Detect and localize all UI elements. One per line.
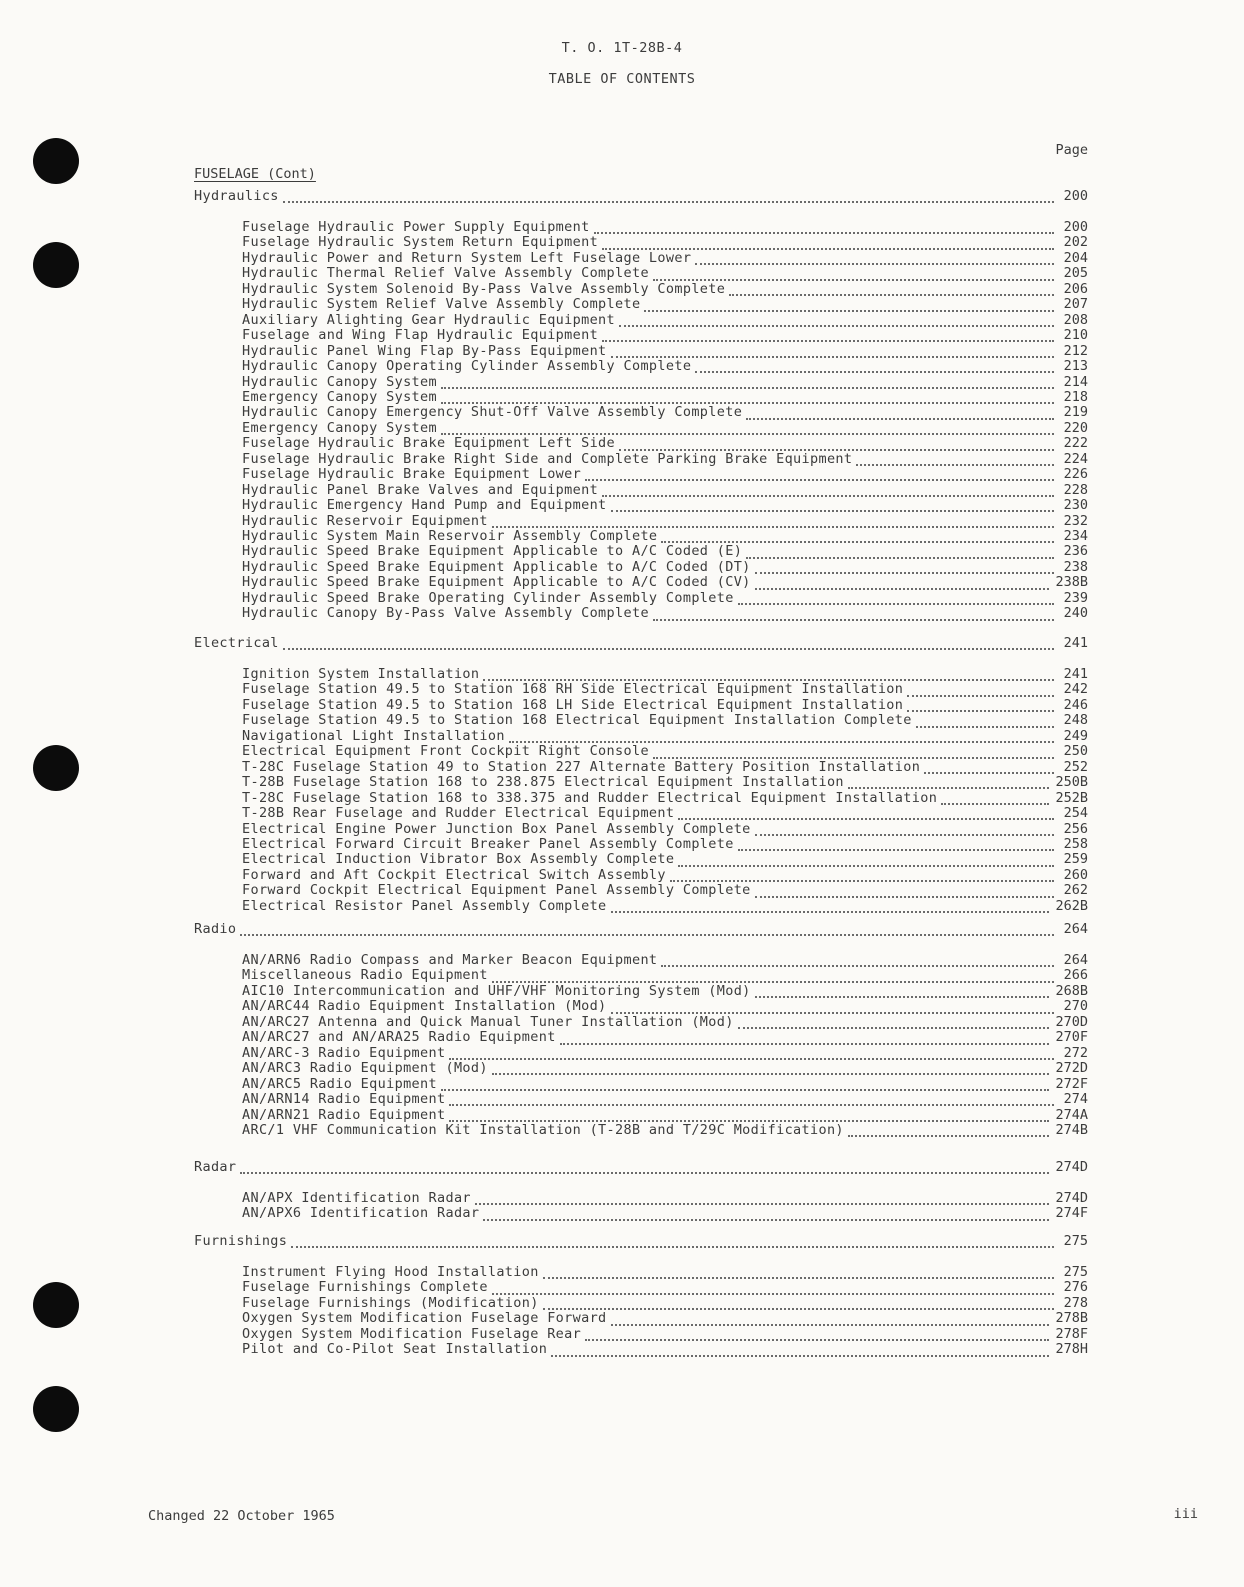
dot-leader — [551, 1344, 1049, 1357]
dot-leader — [755, 885, 1054, 898]
toc-entry-text: T-28B Rear Fuselage and Rudder Electrical Equipment — [242, 805, 675, 822]
dot-leader — [449, 1093, 1054, 1106]
toc-entry-page: 205 — [1063, 265, 1088, 282]
dot-leader — [602, 329, 1054, 342]
section-heading-text: Furnishings — [194, 1233, 288, 1249]
dot-leader — [941, 792, 1049, 805]
part-heading: FUSELAGE (Cont) — [194, 166, 316, 182]
dot-leader — [441, 391, 1054, 404]
toc-entry-text: Hydraulic Speed Brake Equipment Applicable to A/C Coded (DT) — [242, 558, 751, 575]
toc-entry — [242, 514, 1088, 530]
dot-leader — [653, 608, 1054, 621]
section-heading — [194, 1160, 1088, 1176]
toc-entry-text: AN/ARN6 Radio Compass and Marker Beacon Equipment — [242, 952, 658, 968]
toc-entry — [242, 1046, 1088, 1062]
toc-entry — [242, 822, 1088, 838]
toc-entry — [242, 591, 1088, 607]
dot-leader — [602, 484, 1054, 497]
toc-entry — [242, 852, 1088, 868]
section-heading-page: 275 — [1063, 1233, 1088, 1249]
toc-entry — [242, 359, 1088, 375]
toc-entry-page: 248 — [1063, 712, 1088, 729]
dot-leader — [483, 668, 1054, 681]
change-date: Changed 22 October 1965 — [148, 1508, 335, 1524]
toc-entry — [242, 667, 1088, 683]
toc-entry — [242, 544, 1088, 560]
dot-leader — [475, 1192, 1050, 1205]
dot-leader — [670, 869, 1054, 882]
section-heading-page: 264 — [1063, 921, 1088, 937]
page-title: TABLE OF CONTENTS — [548, 71, 696, 87]
toc-entry — [242, 1280, 1088, 1296]
toc-entry-page: 272F — [1055, 1075, 1088, 1092]
toc-entry-text: AIC10 Intercommunication and UHF/VHF Monitoring System (Mod) — [242, 982, 751, 999]
dot-leader — [695, 252, 1054, 265]
toc-entry-page: 232 — [1063, 512, 1088, 529]
toc-entry — [242, 698, 1088, 714]
dot-leader — [441, 376, 1054, 389]
toc-entry-text: T-28B Fuselage Station 168 to 238.875 Electrical Equipment Installation — [242, 774, 844, 791]
dot-leader — [738, 592, 1054, 605]
dot-leader — [509, 730, 1054, 743]
dot-leader — [653, 268, 1054, 281]
dot-leader — [492, 970, 1054, 983]
toc-entry — [242, 220, 1088, 236]
toc-entry-text: AN/ARN21 Radio Equipment — [242, 1106, 446, 1123]
toc-entry-text: AN/ARC-3 Radio Equipment — [242, 1044, 446, 1061]
toc-entry-page: 262 — [1063, 882, 1088, 899]
toc-entry-page: 270D — [1055, 1013, 1088, 1030]
toc-entry-text: Fuselage Hydraulic Brake Equipment Lower — [242, 466, 582, 483]
section-heading-page: 241 — [1063, 635, 1088, 651]
toc-entry-page: 210 — [1063, 327, 1088, 344]
toc-entry — [242, 1327, 1088, 1343]
dot-leader — [678, 807, 1054, 820]
toc-entry — [242, 791, 1088, 807]
dot-leader — [483, 1208, 1049, 1221]
toc-entry-text: Hydraulic Canopy By-Pass Valve Assembly Complete — [242, 605, 649, 622]
dot-leader — [449, 1109, 1049, 1122]
dot-leader — [738, 838, 1054, 851]
toc-entry — [242, 282, 1088, 298]
toc-entry-page: 214 — [1063, 373, 1088, 390]
toc-entry-text: Oxygen System Modification Fuselage Rear — [242, 1325, 582, 1342]
toc-entry — [242, 483, 1088, 499]
toc-entry-page: 274B — [1055, 1121, 1088, 1138]
toc-entry-text: Auxiliary Alighting Gear Hydraulic Equipment — [242, 311, 616, 328]
toc-entry — [242, 235, 1088, 251]
toc-entry-text: Fuselage Hydraulic Brake Equipment Left Side — [242, 435, 616, 452]
toc-entry-text: Emergency Canopy System — [242, 388, 437, 405]
punch-hole — [33, 745, 79, 791]
section-heading — [194, 922, 1088, 938]
toc-entry — [242, 1206, 1088, 1222]
dot-leader — [746, 546, 1054, 559]
dot-leader — [907, 684, 1054, 697]
toc-entry-page: 274D — [1055, 1190, 1088, 1206]
toc-entry — [242, 1265, 1088, 1281]
toc-entry-text: Fuselage Station 49.5 to Station 168 RH Side Electrical Equipment Installation — [242, 681, 904, 698]
toc-entry — [242, 1311, 1088, 1327]
section-heading-text: Radar — [194, 1159, 237, 1175]
dot-leader — [611, 900, 1050, 913]
toc-entry-page: 276 — [1063, 1279, 1088, 1296]
toc-entry — [242, 498, 1088, 514]
toc-entry-page: 238B — [1055, 574, 1088, 591]
dot-leader — [746, 407, 1054, 420]
dot-leader — [755, 561, 1054, 574]
dot-leader — [441, 422, 1054, 435]
toc-entry-text: AN/APX6 Identification Radar — [242, 1205, 480, 1222]
page-number: iii — [1173, 1506, 1198, 1522]
toc-entry-text: Hydraulic Canopy Operating Cylinder Assembly Complete — [242, 358, 692, 375]
toc-entry — [242, 1092, 1088, 1108]
dot-leader — [585, 1328, 1049, 1341]
toc-entry-page: 204 — [1063, 249, 1088, 266]
toc-entry — [242, 999, 1088, 1015]
toc-entry — [242, 682, 1088, 698]
dot-leader — [644, 299, 1054, 312]
toc-entry-text: Fuselage Furnishings (Modification) — [242, 1294, 539, 1311]
dot-leader — [848, 1124, 1050, 1137]
toc-entry-page: 200 — [1063, 219, 1088, 235]
toc-entry-page: 270 — [1063, 998, 1088, 1015]
toc-entry-text: ARC/1 VHF Communication Kit Installation (T-28B and T/29C Modification) — [242, 1121, 844, 1138]
toc-entry-page: 256 — [1063, 820, 1088, 837]
toc-entry-page: 274 — [1063, 1091, 1088, 1108]
toc-entry-page: 236 — [1063, 543, 1088, 560]
toc-entry — [242, 713, 1088, 729]
toc-entry-page: 239 — [1063, 589, 1088, 606]
toc-entry — [242, 744, 1088, 760]
toc-entry — [242, 1342, 1088, 1358]
toc-entry — [242, 560, 1088, 576]
dot-leader — [653, 746, 1054, 759]
toc-entry-text: AN/ARC27 and AN/ARA25 Radio Equipment — [242, 1029, 556, 1046]
toc-entry — [242, 984, 1088, 1000]
toc-entry-text: Navigational Light Installation — [242, 727, 505, 744]
toc-entry-text: AN/ARC44 Radio Equipment Installation (Mod) — [242, 998, 607, 1015]
toc-entry — [242, 375, 1088, 391]
toc-entry — [242, 1108, 1088, 1124]
toc-entry-text: Hydraulic Speed Brake Equipment Applicable to A/C Coded (E) — [242, 543, 743, 560]
toc-entry-page: 278F — [1055, 1325, 1088, 1342]
section-heading-page: 274D — [1055, 1159, 1088, 1175]
dot-leader — [661, 530, 1054, 543]
dot-leader — [283, 637, 1054, 650]
toc-entry-page: 268B — [1055, 982, 1088, 999]
toc-entry-page: 219 — [1063, 404, 1088, 421]
dot-leader — [543, 1297, 1054, 1310]
toc-entry — [242, 899, 1088, 915]
section-heading-text: Radio — [194, 921, 237, 937]
dot-leader — [619, 314, 1054, 327]
toc-entry-text: Hydraulic Canopy System — [242, 373, 437, 390]
toc-entry-text: Miscellaneous Radio Equipment — [242, 967, 488, 984]
toc-entry-text: Hydraulic System Relief Valve Assembly Complete — [242, 296, 641, 313]
toc-entry-page: 249 — [1063, 727, 1088, 744]
toc-entry-page: 241 — [1063, 666, 1088, 682]
dot-leader — [678, 854, 1054, 867]
toc-entry-page: 272 — [1063, 1044, 1088, 1061]
toc-entry-page: 224 — [1063, 450, 1088, 467]
dot-leader — [907, 699, 1054, 712]
dot-leader — [611, 499, 1054, 512]
dot-leader — [611, 345, 1054, 358]
toc-entry-text: Electrical Engine Power Junction Box Panel Assembly Complete — [242, 820, 751, 837]
toc-entry-page: 262B — [1055, 897, 1088, 914]
toc-entry — [242, 1296, 1088, 1312]
toc-entry — [242, 953, 1088, 969]
toc-entry — [242, 868, 1088, 884]
toc-entry — [242, 467, 1088, 483]
toc-entry-page: 226 — [1063, 466, 1088, 483]
dot-leader — [916, 715, 1054, 728]
toc-entry — [242, 775, 1088, 791]
toc-entry-page: 208 — [1063, 311, 1088, 328]
toc-entry-page: 222 — [1063, 435, 1088, 452]
toc-entry-page: 258 — [1063, 835, 1088, 852]
section-heading — [194, 189, 1088, 205]
toc-entry-page: 270F — [1055, 1029, 1088, 1046]
toc-entry — [242, 883, 1088, 899]
toc-entry-text: Electrical Equipment Front Cockpit Right Console — [242, 743, 649, 760]
dot-leader — [543, 1266, 1054, 1279]
toc-entry-page: 266 — [1063, 967, 1088, 984]
toc-entry — [242, 266, 1088, 282]
toc-entry — [242, 968, 1088, 984]
toc-entry — [242, 806, 1088, 822]
dot-leader — [611, 1001, 1054, 1014]
toc-entry-text: T-28C Fuselage Station 168 to 338.375 and Rudder Electrical Equipment Installation — [242, 789, 938, 806]
toc-entry — [242, 606, 1088, 622]
toc-entry-page: 220 — [1063, 419, 1088, 436]
toc-entry-text: Electrical Forward Circuit Breaker Panel Assembly Complete — [242, 835, 734, 852]
toc-entry — [242, 575, 1088, 591]
toc-entry — [242, 1061, 1088, 1077]
toc-entry-text: Fuselage Hydraulic Brake Right Side and Complete Parking Brake Equipment — [242, 450, 853, 467]
toc-entry-text: Hydraulic Panel Wing Flap By-Pass Equipment — [242, 342, 607, 359]
toc-entry — [242, 405, 1088, 421]
page-column-label: Page — [1055, 142, 1088, 158]
toc-entry — [242, 390, 1088, 406]
toc-entry-page: 212 — [1063, 342, 1088, 359]
toc-entry-text: Hydraulic Panel Brake Valves and Equipment — [242, 481, 599, 498]
toc-entry-page: 264 — [1063, 952, 1088, 968]
dot-leader — [619, 438, 1054, 451]
dot-leader — [729, 283, 1054, 296]
toc-entry-page: 254 — [1063, 805, 1088, 822]
toc-entry-page: 272D — [1055, 1060, 1088, 1077]
toc-entry-text: Hydraulic Power and Return System Left Fuselage Lower — [242, 249, 692, 266]
dot-leader — [848, 776, 1050, 789]
toc-entry-page: 218 — [1063, 388, 1088, 405]
toc-entry-text: Emergency Canopy System — [242, 419, 437, 436]
toc-entry-page: 207 — [1063, 296, 1088, 313]
dot-leader — [240, 1161, 1049, 1174]
toc-entry — [242, 297, 1088, 313]
toc-entry-text: Hydraulic System Solenoid By-Pass Valve Assembly Complete — [242, 280, 726, 297]
dot-leader — [291, 1235, 1054, 1248]
dot-leader — [755, 577, 1050, 590]
toc-entry-page: 274A — [1055, 1106, 1088, 1123]
toc-entry-text: Instrument Flying Hood Installation — [242, 1264, 539, 1280]
toc-entry-text: AN/APX Identification Radar — [242, 1190, 471, 1206]
toc-entry — [242, 313, 1088, 329]
toc-entry-page: 278H — [1055, 1341, 1088, 1358]
toc-entry-page: 250B — [1055, 774, 1088, 791]
dot-leader — [755, 985, 1050, 998]
toc-entry-text: AN/ARC3 Radio Equipment (Mod) — [242, 1060, 488, 1077]
dot-leader — [695, 360, 1054, 373]
toc-entry-text: Oxygen System Modification Fuselage Forward — [242, 1310, 607, 1327]
dot-leader — [283, 190, 1054, 203]
punch-hole — [33, 1386, 79, 1432]
toc-entry — [242, 328, 1088, 344]
toc-entry — [242, 1077, 1088, 1093]
punch-hole — [33, 138, 79, 184]
toc-entry-page: 242 — [1063, 681, 1088, 698]
toc-entry — [242, 529, 1088, 545]
dot-leader — [594, 221, 1054, 234]
dot-leader — [755, 823, 1054, 836]
dot-leader — [560, 1032, 1050, 1045]
toc-entry-text: Hydraulic Speed Brake Equipment Applicable to A/C Coded (CV) — [242, 574, 751, 591]
section-heading — [194, 636, 1088, 652]
toc-entry-text: AN/ARN14 Radio Equipment — [242, 1091, 446, 1108]
toc-entry — [242, 1123, 1088, 1139]
toc-entry-page: 274F — [1055, 1205, 1088, 1222]
toc-entry — [242, 1015, 1088, 1031]
dot-leader — [585, 468, 1054, 481]
toc-entry — [242, 251, 1088, 267]
dot-leader — [856, 453, 1054, 466]
dot-leader — [611, 1313, 1050, 1326]
toc-entry — [242, 729, 1088, 745]
toc-entry-page: 252B — [1055, 789, 1088, 806]
toc-entry-page: 234 — [1063, 528, 1088, 544]
toc-entry-text: Fuselage and Wing Flap Hydraulic Equipment — [242, 327, 599, 344]
toc-entry — [242, 436, 1088, 452]
toc-entry-text: Electrical Induction Vibrator Box Assembly Complete — [242, 851, 675, 868]
toc-entry — [242, 1191, 1088, 1207]
toc-entry-page: 259 — [1063, 851, 1088, 868]
toc-entry-text: T-28C Fuselage Station 49 to Station 227 Alternate Battery Position Installation — [242, 758, 921, 775]
section-heading — [194, 1234, 1088, 1250]
toc-entry-text: Fuselage Hydraulic System Return Equipment — [242, 234, 599, 251]
toc-entry-page: 213 — [1063, 358, 1088, 375]
toc-entry-page: 206 — [1063, 280, 1088, 297]
dot-leader — [602, 237, 1054, 250]
toc-entry-text: Hydraulic Thermal Relief Valve Assembly Complete — [242, 265, 649, 282]
toc-entry — [242, 1030, 1088, 1046]
dot-leader — [449, 1047, 1054, 1060]
section-heading-page: 200 — [1063, 188, 1088, 204]
toc-entry-page: 252 — [1063, 758, 1088, 775]
section-heading-text: Hydraulics — [194, 188, 279, 204]
toc-entry-text: Hydraulic System Main Reservoir Assembly Complete — [242, 528, 658, 544]
dot-leader — [492, 1062, 1050, 1075]
toc-entry-page: 246 — [1063, 696, 1088, 713]
toc-entry-text: AN/ARC5 Radio Equipment — [242, 1075, 437, 1092]
toc-entry-text: Electrical Resistor Panel Assembly Complete — [242, 897, 607, 914]
punch-hole — [33, 242, 79, 288]
toc-entry-text: Forward Cockpit Electrical Equipment Panel Assembly Complete — [242, 882, 751, 899]
toc-entry-page: 278B — [1055, 1310, 1088, 1327]
toc-entry-page: 240 — [1063, 605, 1088, 622]
toc-entry-text: Forward and Aft Cockpit Electrical Switch Assembly — [242, 866, 666, 883]
toc-entry-text: Ignition System Installation — [242, 666, 480, 682]
toc-entry-page: 238 — [1063, 558, 1088, 575]
toc-entry — [242, 452, 1088, 468]
dot-leader — [661, 954, 1054, 967]
toc-entry-page: 260 — [1063, 866, 1088, 883]
toc-entry-page: 278 — [1063, 1294, 1088, 1311]
dot-leader — [441, 1078, 1049, 1091]
dot-leader — [240, 923, 1054, 936]
punch-hole — [33, 1282, 79, 1328]
toc-entry-page: 228 — [1063, 481, 1088, 498]
toc-entry-text: Fuselage Station 49.5 to Station 168 Electrical Equipment Installation Complete — [242, 712, 912, 729]
toc-entry — [242, 837, 1088, 853]
toc-entry-text: AN/ARC27 Antenna and Quick Manual Tuner Installation (Mod) — [242, 1013, 734, 1030]
dot-leader — [738, 1016, 1050, 1029]
toc-entry-text: Hydraulic Reservoir Equipment — [242, 512, 488, 529]
toc-entry-page: 250 — [1063, 743, 1088, 760]
dot-leader — [492, 515, 1054, 528]
toc-entry — [242, 421, 1088, 437]
toc-entry-text: Fuselage Hydraulic Power Supply Equipment — [242, 219, 590, 235]
dot-leader — [492, 1282, 1054, 1295]
toc-entry — [242, 760, 1088, 776]
toc-entry-text: Hydraulic Canopy Emergency Shut-Off Valve Assembly Complete — [242, 404, 743, 421]
toc-entry-page: 202 — [1063, 234, 1088, 251]
toc-entry-text: Pilot and Co-Pilot Seat Installation — [242, 1341, 548, 1358]
document-number: T. O. 1T-28B-4 — [561, 40, 683, 56]
toc-entry-text: Hydraulic Emergency Hand Pump and Equipment — [242, 497, 607, 514]
toc-entry-text: Hydraulic Speed Brake Operating Cylinder Assembly Complete — [242, 589, 734, 606]
toc-entry-text: Fuselage Furnishings Complete — [242, 1279, 488, 1296]
dot-leader — [924, 761, 1054, 774]
toc-entry-page: 230 — [1063, 497, 1088, 514]
section-heading-text: Electrical — [194, 635, 279, 651]
toc-entry — [242, 344, 1088, 360]
toc-entry-page: 275 — [1063, 1264, 1088, 1280]
toc-entry-text: Fuselage Station 49.5 to Station 168 LH Side Electrical Equipment Installation — [242, 696, 904, 713]
